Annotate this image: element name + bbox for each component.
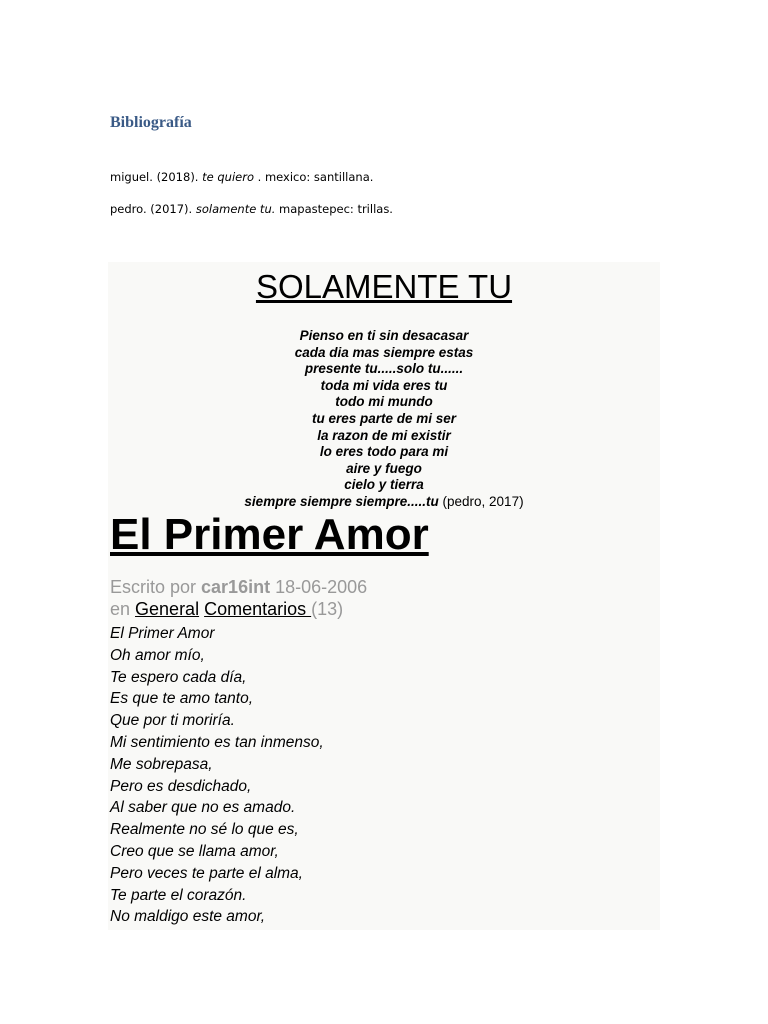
post-author[interactable]: car16int bbox=[201, 577, 271, 597]
entry-author-year: pedro. (2017). bbox=[110, 202, 196, 216]
post-date: 18-06-2006 bbox=[270, 577, 368, 597]
post-line: Oh amor mío, bbox=[110, 646, 205, 664]
post-byline bbox=[110, 576, 367, 598]
comments-count: (13) bbox=[311, 599, 344, 619]
entry-publisher: . mexico: santillana. bbox=[254, 170, 374, 184]
poem-line bbox=[108, 494, 660, 511]
poem-line: la razon de mi existir bbox=[317, 427, 451, 443]
post-category-line bbox=[110, 598, 367, 620]
post-line: Mi sentimiento es tan inmenso, bbox=[110, 733, 324, 751]
post-line: Creo que se llama amor, bbox=[110, 842, 279, 860]
post-line: Te parte el corazón. bbox=[110, 886, 247, 904]
poem-line: cada dia mas siempre estas bbox=[294, 344, 474, 360]
post-line: Te espero cada día, bbox=[110, 668, 247, 686]
post-line: Realmente no sé lo que es, bbox=[110, 821, 299, 839]
post-line: Me sobrepasa, bbox=[110, 755, 213, 773]
entry-author-year: miguel. (2018). bbox=[110, 170, 203, 184]
post-line: Al saber que no es amado. bbox=[110, 799, 296, 817]
poem-line: lo eres todo para mi bbox=[319, 444, 449, 460]
post-line: Es que te amo tanto, bbox=[110, 690, 254, 708]
post-body bbox=[110, 623, 324, 928]
post-line: Pero es desdichado, bbox=[110, 777, 252, 795]
poem-text bbox=[108, 328, 660, 511]
bibliography-heading: Bibliografía bbox=[110, 114, 192, 131]
poem-line: tu eres parte de mi ser bbox=[311, 410, 457, 426]
poem-line: aire y fuego bbox=[346, 460, 422, 476]
poem-title: SOLAMENTE TU bbox=[255, 268, 513, 305]
in-label: en bbox=[110, 599, 136, 619]
entry-title: te quiero bbox=[202, 170, 254, 184]
poem-line: toda mi vida eres tu bbox=[320, 377, 448, 393]
entry-title: solamente tu. bbox=[195, 202, 276, 216]
bibliography-entry bbox=[110, 170, 373, 184]
post-title[interactable]: El Primer Amor bbox=[110, 510, 429, 559]
category-link[interactable]: General bbox=[135, 599, 200, 619]
poem-last-line: siempre siempre siempre.....tu bbox=[244, 493, 439, 509]
poem-line: cielo y tierra bbox=[344, 477, 424, 493]
embedded-web-content bbox=[108, 262, 660, 930]
comments-link[interactable]: Comentarios bbox=[204, 599, 312, 619]
post-line: El Primer Amor bbox=[110, 625, 215, 642]
poem-citation: (pedro, 2017) bbox=[438, 493, 524, 509]
post-meta bbox=[110, 576, 367, 620]
entry-publisher: mapastepec: trillas. bbox=[275, 202, 393, 216]
poem-line: todo mi mundo bbox=[335, 394, 433, 410]
written-by-label: Escrito por bbox=[110, 577, 202, 597]
post-line: Pero veces te parte el alma, bbox=[110, 864, 303, 882]
poem-line: presente tu.....solo tu...... bbox=[304, 361, 464, 377]
bibliography-entry bbox=[110, 202, 393, 216]
poem-line: Pienso en ti sin desacasar bbox=[299, 328, 469, 343]
post-line: No maldigo este amor, bbox=[110, 908, 266, 926]
post-line: Que por ti moriría. bbox=[110, 712, 235, 730]
